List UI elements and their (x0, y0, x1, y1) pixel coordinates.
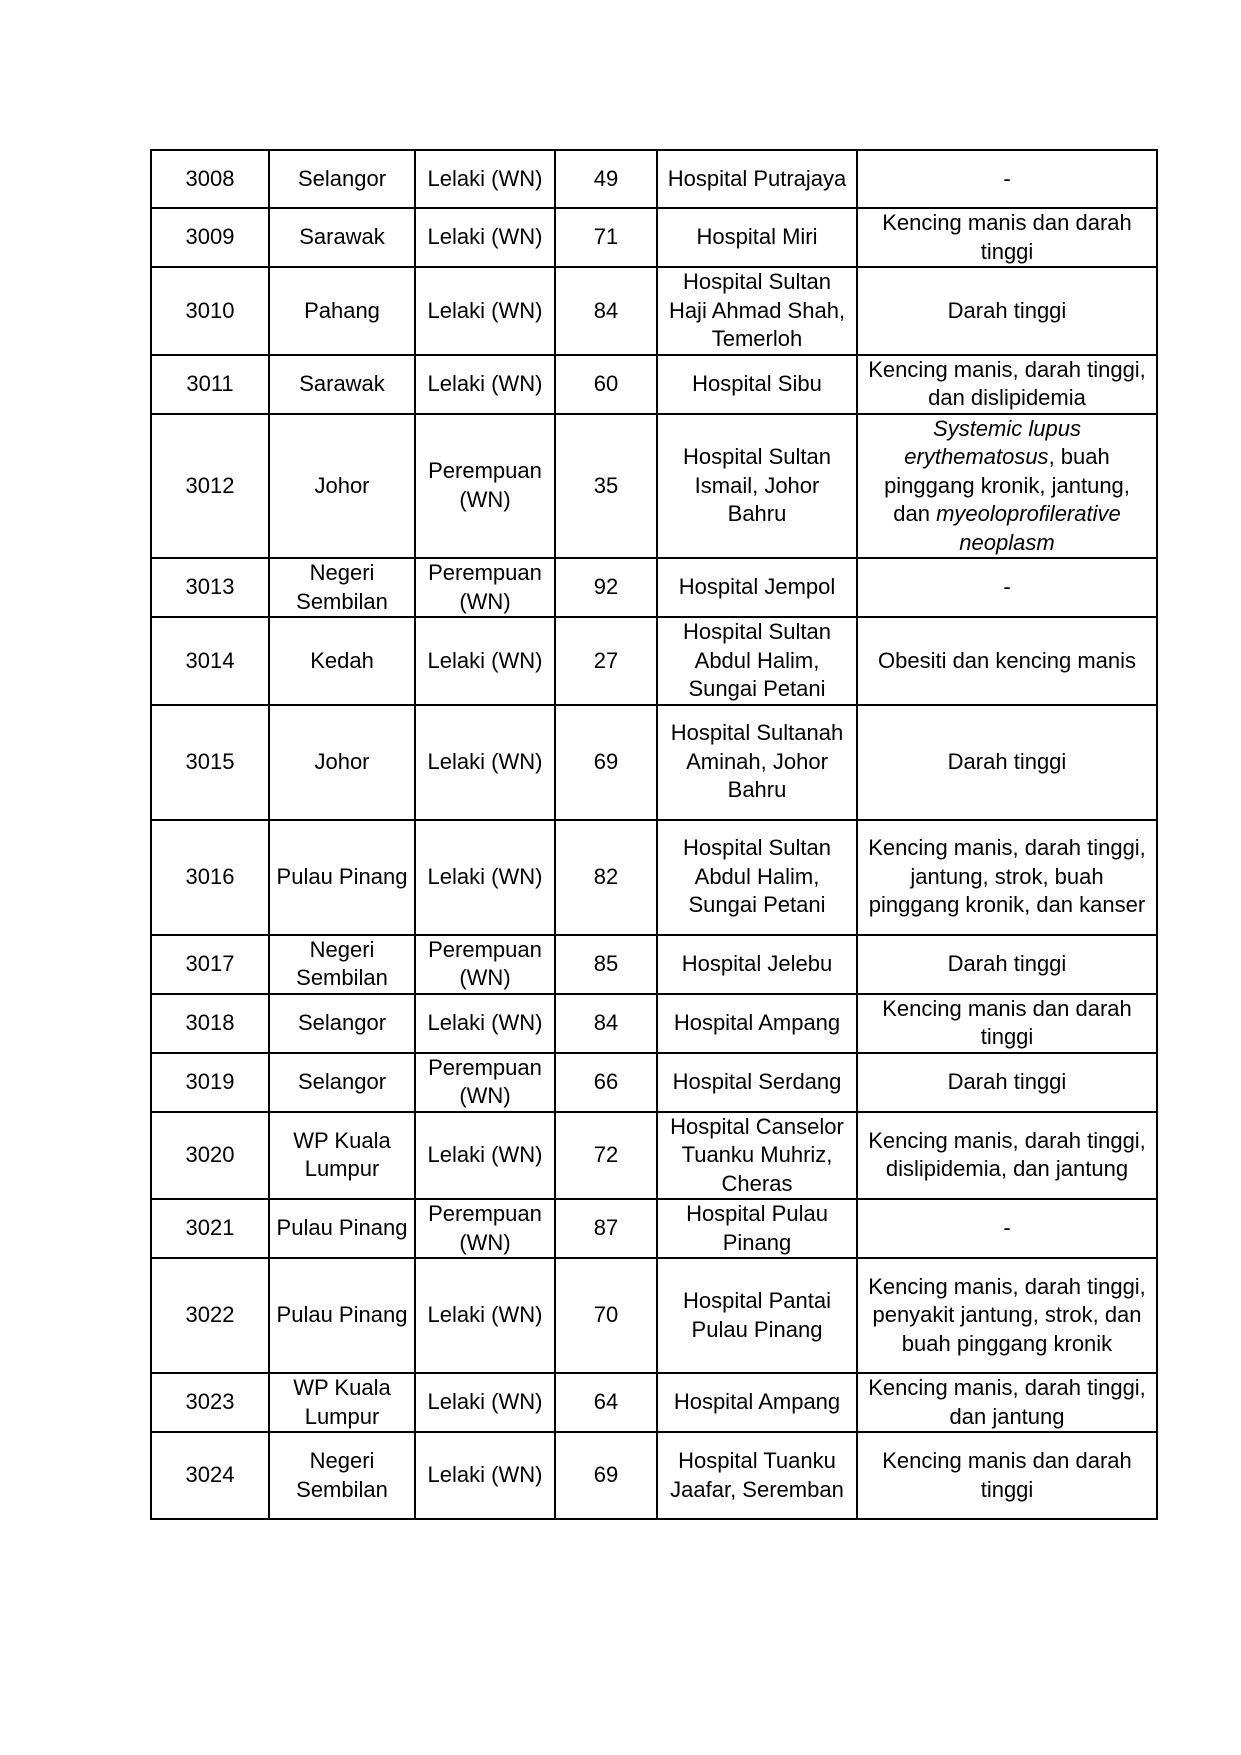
comorbidity-cell (857, 820, 1157, 935)
age-cell: 66 (555, 1053, 657, 1112)
table-row (151, 705, 1157, 820)
comorbidity-cell (857, 267, 1157, 355)
hospital-cell: Hospital Sultan Haji Ahmad Shah, Temerloh (657, 267, 857, 355)
age-cell: 69 (555, 705, 657, 820)
state-cell: WP Kuala Lumpur (269, 1112, 415, 1200)
comorbidity-text: Kencing manis, darah tinggi, dan dislipidemia (868, 356, 1146, 410)
age-cell: 27 (555, 617, 657, 705)
age-cell: 71 (555, 208, 657, 267)
state-cell: Pahang (269, 267, 415, 355)
comorbidity-text: - (1003, 574, 1011, 600)
hospital-cell: Hospital Jempol (657, 558, 857, 617)
comorbidity-text: Kencing manis dan darah tinggi (882, 995, 1132, 1049)
gender-cell: Lelaki (WN) (415, 1258, 555, 1373)
table-row (151, 994, 1157, 1053)
hospital-cell: Hospital Pulau Pinang (657, 1199, 857, 1258)
gender-cell: Lelaki (WN) (415, 994, 555, 1053)
table-row (151, 267, 1157, 355)
hospital-cell: Hospital Tuanku Jaafar, Seremban (657, 1432, 857, 1519)
state-cell: Selangor (269, 994, 415, 1053)
age-cell: 70 (555, 1258, 657, 1373)
case-number-cell: 3009 (151, 208, 269, 267)
age-cell: 92 (555, 558, 657, 617)
gender-cell: Lelaki (WN) (415, 1432, 555, 1519)
case-number-cell: 3016 (151, 820, 269, 935)
case-number-cell: 3022 (151, 1258, 269, 1373)
comorbidity-text: Kencing manis dan darah tinggi (882, 1448, 1132, 1502)
state-cell: Johor (269, 705, 415, 820)
comorbidity-text: Darah tinggi (947, 748, 1067, 774)
comorbidity-cell (857, 558, 1157, 617)
gender-cell: Perempuan (WN) (415, 558, 555, 617)
case-number-cell: 3018 (151, 994, 269, 1053)
table-row (151, 1432, 1157, 1519)
table-row (151, 558, 1157, 617)
gender-cell: Perempuan (WN) (415, 1199, 555, 1258)
comorbidity-text: Kencing manis, darah tinggi, jantung, strok, buah pinggang kronik, dan kanser (868, 835, 1146, 918)
comorbidity-text: Darah tinggi (947, 950, 1067, 976)
gender-cell: Perempuan (WN) (415, 1053, 555, 1112)
table-body (151, 150, 1157, 1519)
hospital-cell: Hospital Putrajaya (657, 150, 857, 208)
comorbidity-text: Kencing manis, darah tinggi, dislipidemia, dan jantung (868, 1127, 1146, 1182)
age-cell: 60 (555, 355, 657, 414)
italic-term: myeoloprofilerative neoplasm (936, 501, 1121, 555)
gender-cell: Lelaki (WN) (415, 208, 555, 267)
case-number-cell: 3019 (151, 1053, 269, 1112)
hospital-cell: Hospital Sultanah Aminah, Johor Bahru (657, 705, 857, 820)
table-row (151, 150, 1157, 208)
state-cell: Selangor (269, 150, 415, 208)
case-number-cell: 3013 (151, 558, 269, 617)
comorbidity-cell (857, 208, 1157, 267)
table-row (151, 617, 1157, 705)
gender-cell: Perempuan (WN) (415, 414, 555, 559)
comorbidity-text: Darah tinggi (947, 297, 1067, 323)
comorbidity-cell (857, 1373, 1157, 1432)
table-row (151, 208, 1157, 267)
table-row (151, 1258, 1157, 1373)
comorbidity-cell (857, 414, 1157, 559)
age-cell: 69 (555, 1432, 657, 1519)
comorbidity-text: , buah pinggang kronik, jantung, dan (884, 444, 1130, 526)
comorbidity-text: Kencing manis dan darah tinggi (882, 210, 1132, 264)
gender-cell: Perempuan (WN) (415, 935, 555, 994)
state-cell: Negeri Sembilan (269, 558, 415, 617)
hospital-cell: Hospital Ampang (657, 1373, 857, 1432)
table-row (151, 1053, 1157, 1112)
case-number-cell: 3010 (151, 267, 269, 355)
case-number-cell: 3023 (151, 1373, 269, 1432)
gender-cell: Lelaki (WN) (415, 705, 555, 820)
state-cell: Pulau Pinang (269, 1199, 415, 1258)
gender-cell: Lelaki (WN) (415, 1373, 555, 1432)
state-cell: Negeri Sembilan (269, 1432, 415, 1519)
covid-death-cases-table (150, 149, 1158, 1520)
case-number-cell: 3017 (151, 935, 269, 994)
case-number-cell: 3008 (151, 150, 269, 208)
comorbidity-cell (857, 1053, 1157, 1112)
age-cell: 85 (555, 935, 657, 994)
hospital-cell: Hospital Sultan Abdul Halim, Sungai Petani (657, 617, 857, 705)
state-cell: Pulau Pinang (269, 820, 415, 935)
case-number-cell: 3020 (151, 1112, 269, 1200)
age-cell: 84 (555, 267, 657, 355)
comorbidity-cell (857, 355, 1157, 414)
age-cell: 49 (555, 150, 657, 208)
comorbidity-cell (857, 150, 1157, 208)
hospital-cell: Hospital Sibu (657, 355, 857, 414)
state-cell: WP Kuala Lumpur (269, 1373, 415, 1432)
comorbidity-cell (857, 994, 1157, 1053)
table-row (151, 414, 1157, 559)
hospital-cell: Hospital Miri (657, 208, 857, 267)
state-cell: Pulau Pinang (269, 1258, 415, 1373)
case-number-cell: 3021 (151, 1199, 269, 1258)
age-cell: 84 (555, 994, 657, 1053)
case-number-cell: 3011 (151, 355, 269, 414)
case-number-cell: 3015 (151, 705, 269, 820)
age-cell: 35 (555, 414, 657, 559)
comorbidity-text: Darah tinggi (947, 1068, 1067, 1094)
gender-cell: Lelaki (WN) (415, 355, 555, 414)
state-cell: Sarawak (269, 208, 415, 267)
state-cell: Kedah (269, 617, 415, 705)
state-cell: Johor (269, 414, 415, 559)
gender-cell: Lelaki (WN) (415, 1112, 555, 1200)
gender-cell: Lelaki (WN) (415, 617, 555, 705)
age-cell: 82 (555, 820, 657, 935)
comorbidity-cell (857, 1199, 1157, 1258)
table-row (151, 935, 1157, 994)
hospital-cell: Hospital Sultan Ismail, Johor Bahru (657, 414, 857, 559)
state-cell: Negeri Sembilan (269, 935, 415, 994)
comorbidity-cell (857, 1112, 1157, 1200)
comorbidity-cell (857, 705, 1157, 820)
comorbidity-cell (857, 1432, 1157, 1519)
comorbidity-cell (857, 1258, 1157, 1373)
state-cell: Sarawak (269, 355, 415, 414)
age-cell: 72 (555, 1112, 657, 1200)
comorbidity-cell (857, 935, 1157, 994)
age-cell: 64 (555, 1373, 657, 1432)
case-number-cell: 3014 (151, 617, 269, 705)
age-cell: 87 (555, 1199, 657, 1258)
hospital-cell: Hospital Jelebu (657, 935, 857, 994)
italic-term: Systemic lupus erythematosus (904, 415, 1081, 469)
table-row (151, 1373, 1157, 1432)
comorbidity-text: Obesiti dan kencing manis (877, 647, 1137, 673)
table-row (151, 1112, 1157, 1200)
table-row (151, 1199, 1157, 1258)
comorbidity-text: Kencing manis, darah tinggi, penyakit jantung, strok, dan buah pinggang kronik (868, 1273, 1146, 1356)
gender-cell: Lelaki (WN) (415, 267, 555, 355)
hospital-cell: Hospital Sultan Abdul Halim, Sungai Petani (657, 820, 857, 935)
comorbidity-text: - (1003, 1215, 1011, 1241)
hospital-cell: Hospital Ampang (657, 994, 857, 1053)
hospital-cell: Hospital Pantai Pulau Pinang (657, 1258, 857, 1373)
gender-cell: Lelaki (WN) (415, 820, 555, 935)
case-number-cell: 3012 (151, 414, 269, 559)
hospital-cell: Hospital Canselor Tuanku Muhriz, Cheras (657, 1112, 857, 1200)
gender-cell: Lelaki (WN) (415, 150, 555, 208)
state-cell: Selangor (269, 1053, 415, 1112)
hospital-cell: Hospital Serdang (657, 1053, 857, 1112)
comorbidity-text: Kencing manis, darah tinggi, dan jantung (868, 1375, 1146, 1429)
case-number-cell: 3024 (151, 1432, 269, 1519)
comorbidity-cell (857, 617, 1157, 705)
comorbidity-text: - (1003, 165, 1011, 191)
table-row (151, 355, 1157, 414)
table-row (151, 820, 1157, 935)
